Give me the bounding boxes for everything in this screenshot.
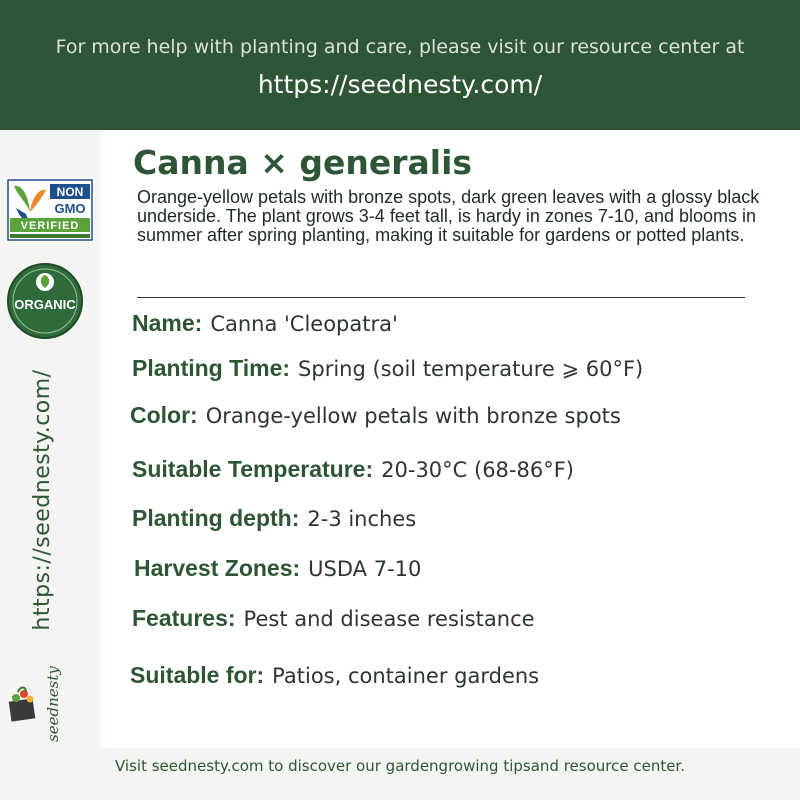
spec-value: USDA 7-10 — [308, 557, 422, 581]
spec-label: Planting depth: — [132, 505, 300, 531]
spec-label: Color: — [130, 402, 198, 428]
vertical-url-text: https://seednesty.com/ — [30, 369, 55, 631]
organic-label: ORGANIC — [14, 297, 76, 312]
nongmo-mid-text: GMO — [54, 201, 86, 216]
top-banner — [0, 0, 800, 130]
spec-features — [132, 605, 535, 632]
spec-value: Orange-yellow petals with bronze spots — [205, 404, 621, 428]
spec-color — [130, 402, 621, 429]
seednesty-logo — [4, 662, 80, 746]
spec-suitable-for — [130, 662, 539, 689]
spec-label: Planting Time: — [132, 355, 291, 381]
spec-value: Patios, container gardens — [272, 664, 540, 688]
product-title: Canna × generalis — [133, 143, 473, 182]
spec-label: Suitable Temperature: — [132, 456, 374, 482]
spec-value: Spring (soil temperature ⩾ 60°F) — [298, 357, 644, 381]
spec-value: 20-30°C (68-86°F) — [381, 458, 574, 482]
nongmo-bottom-text: VERIFIED — [20, 220, 80, 232]
spec-label: Suitable for: — [130, 662, 265, 688]
organic-badge — [6, 262, 84, 340]
footer-text: Visit seednesty.com to discover our gardengrowing tipsand resource center. — [115, 757, 685, 775]
logo-text: seednesty — [44, 666, 62, 742]
spec-label: Features: — [132, 605, 236, 631]
banner-help-text: For more help with planting and care, please visit our resource center at — [55, 36, 745, 58]
nongmo-top-text: NON — [56, 185, 84, 199]
spec-name — [132, 310, 398, 337]
spec-planting-depth — [132, 505, 416, 532]
banner-url-link[interactable]: https://seednesty.com/ — [257, 70, 543, 99]
divider — [137, 297, 745, 298]
spec-label: Name: — [132, 310, 203, 336]
spec-suitable-temperature — [132, 456, 574, 483]
spec-planting-time — [132, 355, 643, 382]
spec-value: Canna 'Cleopatra' — [210, 312, 398, 336]
non-gmo-verified-badge — [6, 178, 94, 242]
product-description: Orange-yellow petals with bronze spots, dark green leaves with a glossy black underside. The plant grows 3-4 feet tall, is hardy in zones 7-10, and blooms in summer after spring planting, making it suitable for gardens or potted plants. — [137, 187, 760, 245]
spec-harvest-zones — [134, 555, 421, 582]
spec-value: Pest and disease resistance — [243, 607, 535, 631]
spec-value: 2-3 inches — [307, 507, 417, 531]
spec-label: Harvest Zones: — [134, 555, 301, 581]
